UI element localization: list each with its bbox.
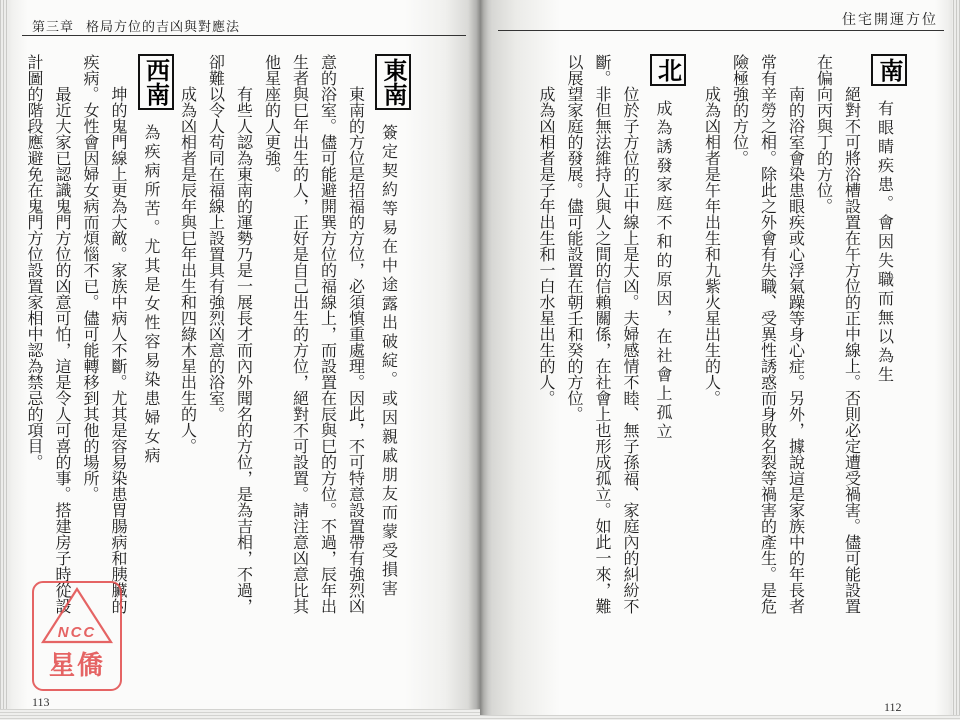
text-column: 南的浴室會染患眼疾或心浮氣躁等身心症。另外，據說這是家族中的年長者 [786, 86, 806, 614]
page-112 [480, 0, 960, 715]
text-body-right [532, 54, 907, 708]
heading-box: 北 [650, 54, 686, 86]
section-heading-south [866, 54, 908, 708]
section-subtitle: 簽定契約等易在中途露出破綻。或因親戚朋友而蒙受損害 [379, 124, 399, 599]
section-heading-southwest [132, 54, 174, 708]
header-rule-left [22, 35, 466, 36]
text-column: 絕對不可將浴槽設置在午方位的正中線上。否則必定遭受禍害。儘可能設置 [842, 86, 862, 614]
stamp-cjk-text: 星僑 [48, 651, 105, 681]
page-number-left: 113 [32, 695, 50, 709]
text-column: 疾病。女性會因婦女病而煩惱不已。儘可能轉移到其他的場所。 [81, 54, 100, 502]
page-edge-left [0, 0, 9, 709]
running-header-left [32, 16, 240, 35]
chapter-title: 格局方位的吉凶與對應法 [86, 20, 241, 35]
stamp-latin-text: NCC [57, 624, 97, 641]
text-column: 斷。非但無法維持人與人之間的信賴關係，在社會上也形成孤立。如此一來，難 [593, 54, 612, 614]
page-113 [0, 0, 480, 709]
book-spine-shadow [468, 0, 492, 715]
text-column: 常有辛勞之相。除此之外會有失職、受異性誘惑而身敗名裂等禍害的產生。是危 [758, 54, 778, 614]
page-edge-right [952, 0, 960, 715]
text-column: 險極強的方位。 [730, 54, 750, 166]
text-column: 有些人認為東南的運勢乃是一展長才而內外聞名的方位，是為吉相，不過， [234, 86, 254, 614]
section-heading-north [644, 54, 686, 708]
section-subtitle: 成為誘發家庭不和的原因，在社會上孤立 [654, 100, 673, 442]
chapter-label: 第三章 [32, 20, 75, 35]
text-column: 位於子方位的正中線上是大凶。夫婦感情不睦、無子孫福、家庭內的糾紛不 [621, 86, 640, 614]
text-column: 成為凶相者是子年出生和一白水星出生的人。 [537, 86, 556, 406]
heading-box: 東南 [375, 54, 411, 110]
text-column: 最近大家已認識鬼門方位的凶意可怕，這是令人可喜的事。搭建房子時從設 [53, 86, 72, 614]
text-column: 生者與巳年出生的人，正好是自己出生的方位，絕對不可設置。請注意凶意比其 [290, 54, 310, 614]
ncc-watermark-stamp [31, 580, 123, 692]
heading-box: 南 [871, 54, 907, 86]
text-column: 卻難以令人苟同在福線上設置具有強烈凶意的浴室。 [206, 54, 226, 422]
text-column: 意的浴室。儘可能避開巽方位的福線上，而設置在辰與巳的方位。不過，辰年出 [318, 54, 338, 614]
section-subtitle: 有眼睛疾患。會因失職而無以為生 [875, 100, 895, 385]
section-subtitle: 為疾病所苦。尤其是女性容易染患婦女病 [142, 124, 161, 466]
text-column: 成為凶相者是午年出生和九紫火星出生的人。 [702, 86, 722, 406]
text-column: 成為凶相者是辰年與巳年出生和四綠木星出生的人。 [178, 86, 198, 454]
text-column: 計圖的階段應避免在鬼門方位設置家相中認為禁忌的項目。 [25, 54, 44, 470]
text-column: 以展望家庭的發展。儘可能設置在朝壬和癸的方位。 [565, 54, 584, 422]
text-column: 在偏向丙與丁的方位。 [814, 54, 834, 214]
running-header-right: 住宅開運方位 [842, 12, 938, 28]
text-column: 東南的方位是招福的方位，必須慎重處理。因此，不可特意設置帶有強烈凶 [346, 86, 366, 614]
text-column: 坤的鬼門線上更為大敵。家族中病人不斷。尤其是容易染患胃腸病和胰臟的 [109, 86, 128, 614]
page-number-right: 112 [884, 700, 902, 714]
section-heading-southeast [370, 54, 412, 708]
header-rule-right [498, 30, 944, 31]
heading-box: 西南 [138, 54, 174, 110]
text-column: 他星座的人更強。 [262, 54, 282, 182]
page-stack-bottom-left [0, 709, 480, 720]
page-stack-bottom-right [480, 715, 960, 720]
